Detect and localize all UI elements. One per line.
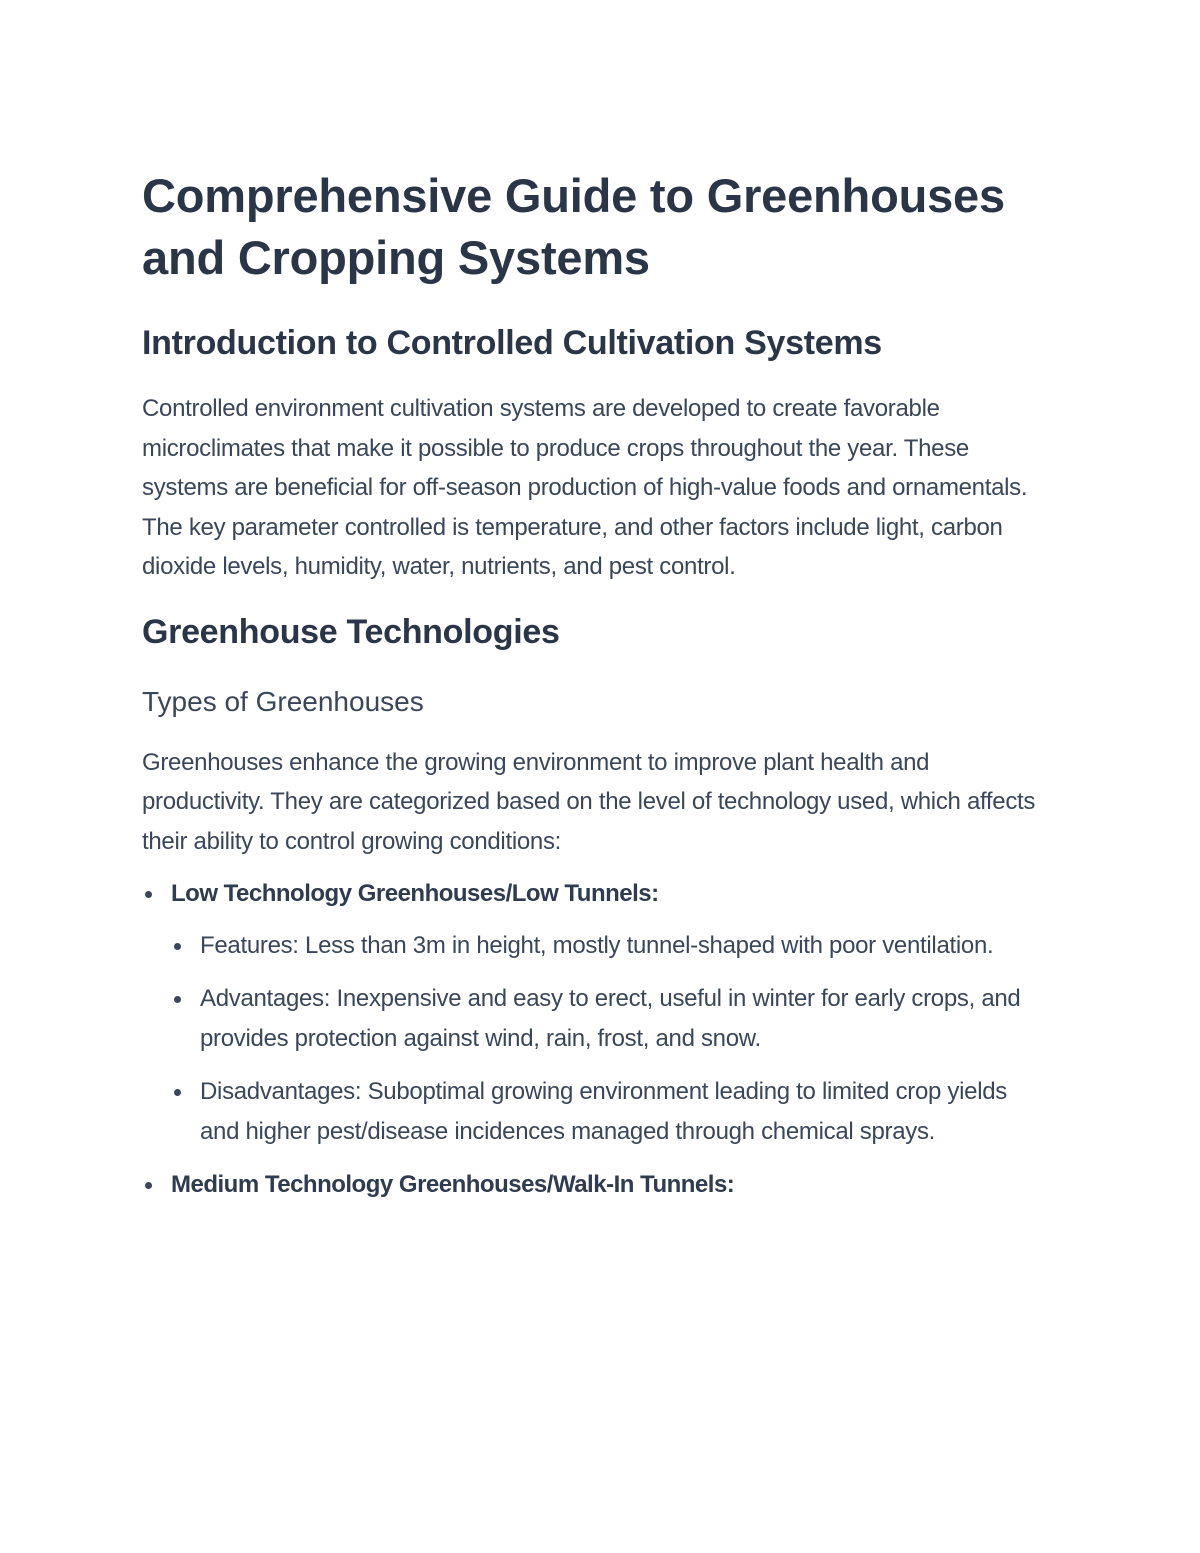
types-paragraph: Greenhouses enhance the growing environment to improve plant health and productivity. They are categorized based on the level of technology used, which affects their ability to control growing conditions:: [142, 748, 1036, 855]
list-item-advantages: Advantages: Inexpensive and easy to erect, useful in winter for early crops, and provides protection against wind, rain, frost, and snow.: [171, 979, 1042, 1058]
list-item-label: Low Technology Greenhouses/Low Tunnels:: [171, 880, 659, 907]
low-technology-details-list: [171, 926, 1042, 1152]
list-item-label: Medium Technology Greenhouses/Walk-In Tunnels:: [171, 1171, 735, 1198]
list-item-medium-technology: [142, 1165, 1042, 1205]
list-item-features: Features: Less than 3m in height, mostly tunnel-shaped with poor ventilation.: [171, 926, 1042, 966]
list-item-low-technology: [142, 874, 1042, 1151]
intro-paragraph: Controlled environment cultivation systems are developed to create favorable microclimates that make it possible to produce crops throughout the year. These systems are beneficial for off-season production of high-value foods and ornamentals. The key parameter controlled is temperature, and other factors include light, carbon dioxide levels, humidity, water, nutrients, and pest control.: [142, 395, 1028, 580]
section-heading-introduction: Introduction to Controlled Cultivation Systems: [142, 324, 882, 362]
section-heading-greenhouse-technologies: Greenhouse Technologies: [142, 612, 560, 651]
greenhouse-types-list: [142, 874, 1042, 1205]
subsection-heading-types-of-greenhouses: Types of Greenhouses: [142, 685, 424, 717]
document-page: [142, 165, 1042, 1205]
document-title: Comprehensive Guide to Greenhouses and Cropping Systems: [142, 169, 1005, 284]
list-item-disadvantages: Disadvantages: Suboptimal growing environment leading to limited crop yields and higher pest/disease incidences managed through chemical sprays.: [171, 1072, 1042, 1151]
